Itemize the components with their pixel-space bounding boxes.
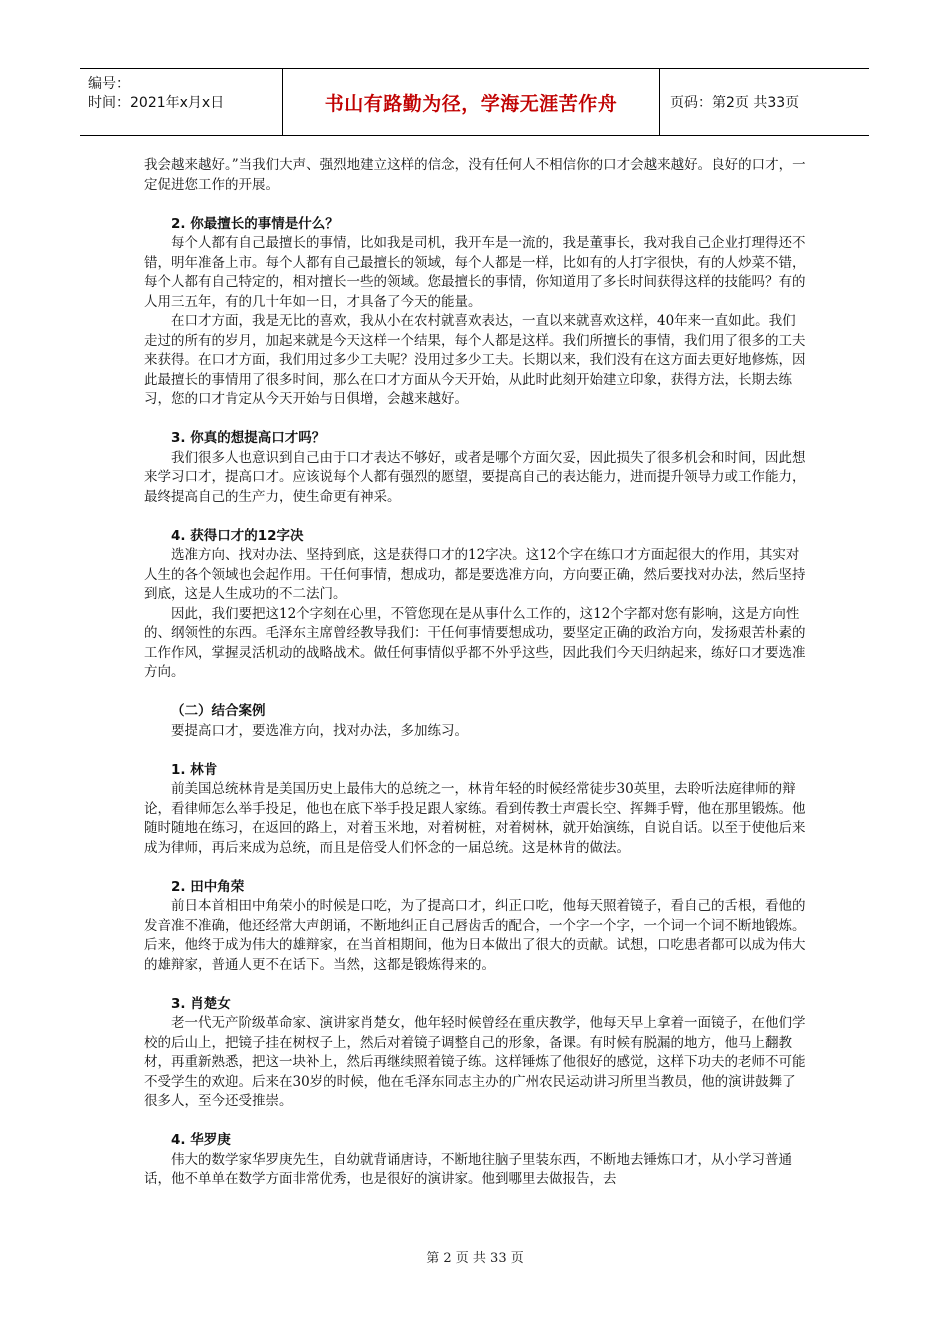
- section-heading: （二）结合案例: [171, 703, 266, 719]
- paragraph: 在口才方面，我是无比的喜欢，我从小在农村就喜欢表达，一直以来就喜欢这样，40年来一直如此。我们走过的所有的岁月，加起来就是今天这样一个结果，每个人都是这样。我们所擅长的事情，我们用了很多的工夫来获得。在口才方面，我们用过多少工夫呢？没用过多少工夫。长期以来，我们没有在这方面去更好地修炼，因此最擅长的事情用了很多时间，那么在口才方面从今天开始，从此时此刻开始建立印象，获得方法，长期去练习，您的口才肯定从今天开始与日俱增，会越来越好。: [144, 313, 806, 407]
- number-label: 编号：: [88, 76, 130, 92]
- section-heading: 4. 华罗庚: [171, 1132, 231, 1148]
- section-heading: 2. 田中角荣: [171, 878, 245, 895]
- page-header: [80, 68, 869, 136]
- date-label: 时间：2021年x月x日: [88, 95, 225, 111]
- paragraph: 选准方向、找对办法、坚持到底，这是获得口才的12字决。这12个字在练口才方面起很大的作用，其实对人生的各个领域也会起作用。干任何事情，想成功，都是要选准方向，方向要正确，然后要找对办法，然后坚持到底，这是人生成功的不二法门。: [144, 547, 806, 602]
- header-motto: 书山有路勤为径，学海无涯苦作舟: [283, 69, 660, 135]
- section-heading: 3. 肖楚女: [171, 995, 231, 1012]
- section-heading: 4. 获得口才的12字决: [171, 527, 304, 544]
- paragraph: 我们很多人也意识到自己由于口才表达不够好，或者是哪个方面欠妥，因此损失了很多机会和时间，因此想来学习口才，提高口才。应该说每个人都有强烈的愿望，要提高自己的表达能力，进而提升领导力或工作能力，最终提高自己的生产力，使生命更有神采。: [144, 449, 806, 505]
- header-page-info: 页码：第2页 共33页: [670, 95, 800, 111]
- paragraph: 因此，我们要把这12个字刻在心里，不管您现在是从事什么工作的，这12个字都对您有影响，这是方向性的、纲领性的东西。毛泽东主席曾经教导我们：干任何事情要想成功，要坚定正确的政治方向，发扬艰苦朴素的工作作风，掌握灵活机动的战略战术。做任何事情似乎都不外乎这些，因此我们今天归纳起来，练好口才要选准方向。: [144, 605, 806, 680]
- paragraph: 要提高口才，要选准方向，找对办法，多加练习。: [171, 722, 468, 739]
- paragraph: 前日本首相田中角荣小的时候是口吃，为了提高口才，纠正口吃，他每天照着镜子，看自己的舌根，看他的发音准不准确，他还经常大声朗诵，不断地纠正自己唇齿舌的配合，一个字一个字，一个词一个词不断地锻炼。后来，他终于成为伟大的雄辩家，在当首相期间，他为日本做出了很大的贡献。试想，口吃患者都可以成为伟大的雄辩家，普通人更不在话下。当然，这都是锻炼得来的。: [144, 898, 806, 973]
- paragraph: 我会越来越好。”当我们大声、强烈地建立这样的信念，没有任何人不相信你的口才会越来越好。良好的口才，一定促进您工作的开展。: [144, 157, 806, 193]
- paragraph: 前美国总统林肯是美国历史上最伟大的总统之一，林肯年轻的时候经常徒步30英里，去聆听法庭律师的辩论，看律师怎么举手投足，他也在底下举手投足跟人家练。看到传教士声震长空、挥舞手臂，他在那里锻炼。他随时随地在练习，在返回的路上，对着玉米地，对着树桩，对着树林，就开始演练，自说自话。以至于使他后来成为律师，再后来成为总统，而且是倍受人们怀念的一届总统。这是林肯的做法。: [144, 781, 806, 856]
- document-body: [144, 156, 806, 1190]
- paragraph: 伟大的数学家华罗庚先生，自幼就背诵唐诗，不断地往脑子里装东西，不断地去锤炼口才，从小学习普通话，他不单单在数学方面非常优秀，也是很好的演讲家。他到哪里去做报告，去: [144, 1151, 792, 1187]
- paragraph: 老一代无产阶级革命家、演讲家肖楚女，他年轻时候曾经在重庆教学，他每天早上拿着一面镜子，在他们学校的后山上，把镜子挂在树杈子上，然后对着镜子调整自己的形象，备课。有时候有脱漏的地方，他马上翻教材，再重新熟悉，把这一块补上，然后再继续照着镜子练。这样锤炼了他很好的感觉，这样下功夫的老师不可能不受学生的欢迎。后来在30岁的时候，他在毛泽东同志主办的广州农民运动讲习所里当教员，他的演讲鼓舞了很多人，至今还受推崇。: [144, 1015, 806, 1109]
- section-heading: 2. 你最擅长的事情是什么？: [171, 215, 339, 232]
- page-footer: 第 2 页 共 33 页: [426, 1251, 524, 1266]
- header-left-cell: [80, 69, 283, 135]
- section-heading: 1. 林肯: [171, 761, 218, 778]
- paragraph: 每个人都有自己最擅长的事情，比如我是司机，我开车是一流的，我是董事长，我对我自己企业打理得还不错，明年准备上市。每个人都有自己最擅长的领域，每个人都是一样，比如有的人打字很快，有的人炒菜不错，每个人都有自己特定的，相对擅长一些的领域。您最擅长的事情，你知道用了多长时间获得这样的技能吗？有的人用三五年，有的几十年如一日，才具备了今天的能量。: [144, 235, 806, 310]
- section-heading: 3. 你真的想提高口才吗？: [171, 430, 326, 446]
